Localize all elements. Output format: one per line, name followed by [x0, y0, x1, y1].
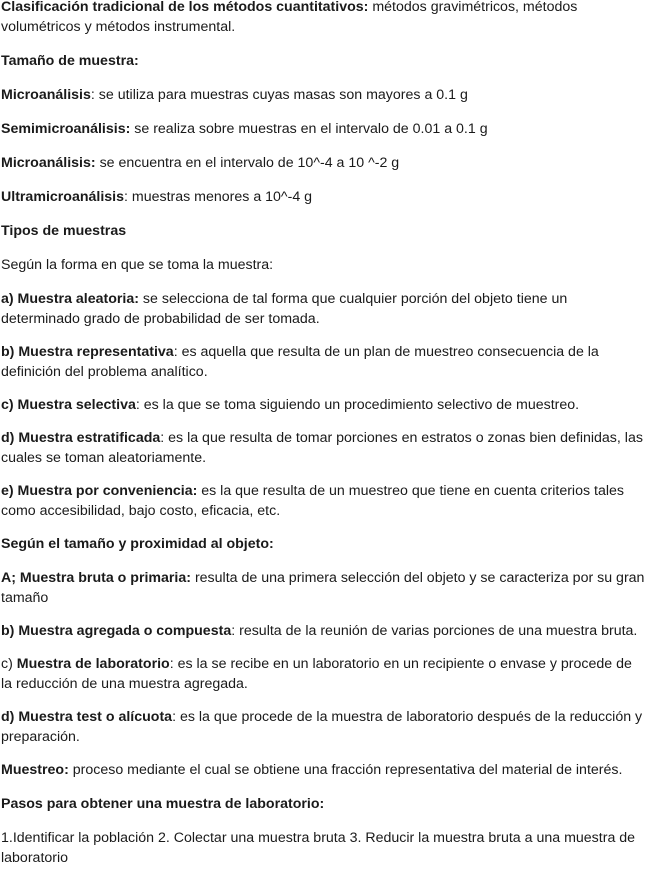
aggregate-sample-text: : resulta de la reunión de varias porciones de una muestra bruta. [231, 623, 638, 639]
ultramicroanalysis-term: Ultramicroanálisis [1, 189, 125, 205]
paragraph-bulk-sample [1, 568, 646, 608]
random-sample-text: se selecciona de tal forma que cualquier porción del objeto tiene un determinado grado de probabilidad de ser tomada. [1, 291, 568, 327]
bulk-sample-text: resulta de una primera selección del objeto y se caracteriza por su gran tamaño [1, 570, 645, 606]
aggregate-sample-term: b) Muestra agregada o compuesta [1, 623, 232, 639]
random-sample-term: a) Muestra aleatoria: [1, 291, 139, 307]
stratified-sample-text: : es la que resulta de tomar porciones en estratos o zonas bien definidas, las cuales se toman aleatoriamente. [1, 430, 643, 466]
laboratory-sample-text: : es la se recibe en un laboratorio en un recipiente o envase y procede de la reducción de una muestra agregada. [1, 656, 632, 692]
paragraph-test-sample [1, 707, 646, 747]
microanalysis-term-1: Microanálisis [1, 87, 91, 103]
paragraph-ultramicroanalysis [1, 187, 646, 207]
selective-sample-text: : es la que se toma siguiendo un procedimiento selectivo de muestreo. [135, 397, 580, 413]
representative-sample-term: b) Muestra representativa [1, 344, 174, 360]
test-sample-text: : es la que procede de la muestra de laboratorio después de la reducción y preparación. [1, 709, 643, 745]
classification-heading: Clasificación tradicional de los métodos cuantitativos: [1, 0, 369, 15]
sample-size-heading: Tamaño de muestra: [1, 53, 139, 69]
paragraph-steps [1, 828, 646, 868]
steps-heading: Pasos para obtener una muestra de laboratorio: [1, 796, 325, 812]
selective-sample-term: c) Muestra selectiva [1, 397, 136, 413]
ultramicroanalysis-text: : muestras menores a 10^-4 g [124, 189, 313, 205]
paragraph-microanalysis-1 [1, 85, 646, 105]
microanalysis-text-2: se encuentra en el intervalo de 10^-4 a 10 ^-2 g [95, 155, 400, 171]
paragraph-convenience-sample [1, 481, 646, 521]
representative-sample-text: : es aquella que resulta de un plan de muestreo consecuencia de la definición del problema analítico. [1, 344, 599, 380]
paragraph-sample-size-heading [1, 51, 646, 71]
according-to-form-text: Según la forma en que se toma la muestra: [1, 257, 274, 273]
laboratory-sample-term: Muestra de laboratorio [16, 656, 170, 672]
paragraph-sampling [1, 760, 646, 780]
classification-text: métodos gravimétricos, métodos volumétricos y métodos instrumental. [1, 0, 578, 35]
stratified-sample-term: d) Muestra estratificada [1, 430, 161, 446]
semimicroanalysis-term: Semimicroanálisis: [1, 121, 131, 137]
sampling-term: Muestreo: [1, 762, 69, 778]
paragraph-semimicroanalysis [1, 119, 646, 139]
bulk-sample-term: A; Muestra bruta o primaria: [1, 570, 191, 586]
paragraph-selective-sample [1, 395, 646, 415]
microanalysis-text-1: : se utiliza para muestras cuyas masas son mayores a 0.1 g [90, 87, 468, 103]
paragraph-random-sample [1, 289, 646, 329]
paragraph-laboratory-sample [1, 654, 646, 694]
paragraph-classification [1, 0, 646, 37]
paragraph-size-proximity-heading [1, 534, 646, 554]
paragraph-sample-types-heading [1, 221, 646, 241]
paragraph-according-to-form [1, 255, 646, 275]
steps-text: 1.Identificar la población 2. Colectar una muestra bruta 3. Reducir la muestra bruta a una muestra de laboratorio [1, 830, 636, 866]
laboratory-sample-prefix: c) [1, 656, 17, 672]
sample-types-heading: Tipos de muestras [1, 223, 127, 239]
convenience-sample-term: e) Muestra por conveniencia: [1, 483, 198, 499]
size-proximity-heading: Según el tamaño y proximidad al objeto: [1, 536, 274, 552]
paragraph-steps-heading [1, 794, 646, 814]
sampling-text: proceso mediante el cual se obtiene una fracción representativa del material de interés. [68, 762, 623, 778]
paragraph-aggregate-sample [1, 621, 646, 641]
paragraph-representative-sample [1, 342, 646, 382]
semimicroanalysis-text: se realiza sobre muestras en el intervalo de 0.01 a 0.1 g [130, 121, 488, 137]
paragraph-microanalysis-2 [1, 153, 646, 173]
test-sample-term: d) Muestra test o alícuota [1, 709, 173, 725]
microanalysis-term-2: Microanálisis: [1, 155, 96, 171]
convenience-sample-text: es la que resulta de un muestreo que tiene en cuenta criterios tales como accesibilidad, bajo costo, eficacia, etc. [1, 483, 624, 519]
paragraph-stratified-sample [1, 428, 646, 468]
